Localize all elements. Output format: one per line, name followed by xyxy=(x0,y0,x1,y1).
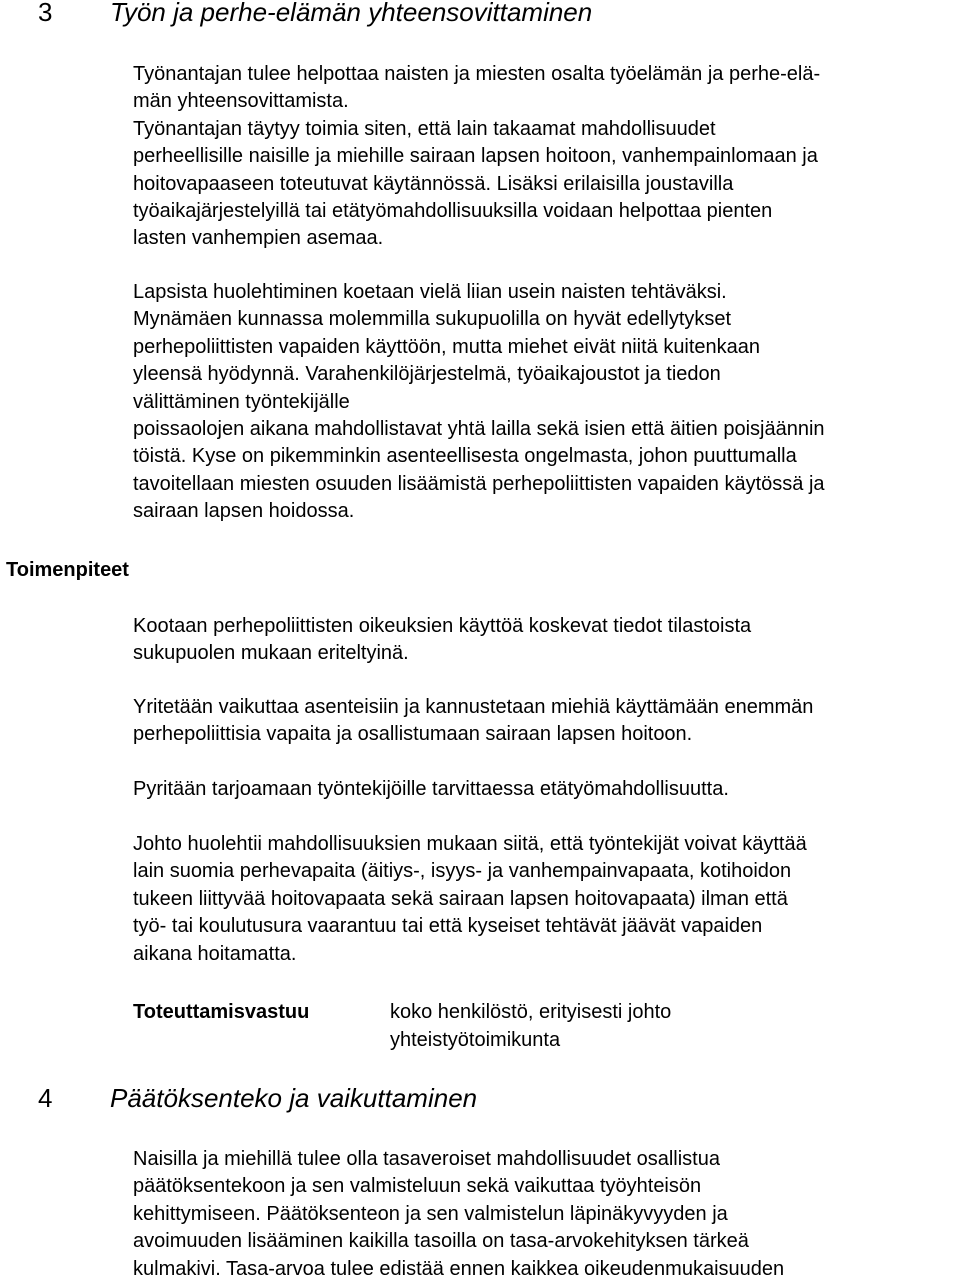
section-3-paragraph-2: Lapsista huolehtiminen koetaan vielä liian usein naisten tehtäväksi. Mynämäen kunnassa molemmilla sukupuolilla on hyvät edellytykset perhepoliittisten vapaiden käyttöön, mutta miehet eivät niitä kuitenkaan yleensä hyödynnä. Varahenkilöjärjestelmä, työaikajoustot ja tiedon välittäminen työntekijälle poissaolojen aikana mahdollistavat yhtä lailla sekä isien että äitien poisjäännin töistä. Kyse on pikemminkin asenteellisesta ongelmasta, johon puuttumalla tavoitellaan miesten osuuden lisäämistä perhepoliittisten vapaiden käytössä ja sairaan lapsen hoidossa. xyxy=(133,281,825,523)
measures-label: Toimenpiteet xyxy=(6,559,129,581)
section-4-paragraph-1: Naisilla ja miehillä tulee olla tasaveroiset mahdollisuudet osallistua päätöksentekoon ja sen valmisteluun sekä vaikuttaa työyhteisön kehittymiseen. Päätöksenteon ja sen valmistelun läpinäkyvyyden ja avoimuuden lisääminen kaikilla tasoilla on tasa-arvokehityksen tärkeä kulmakivi. Tasa-arvoa tulee edistää ennen kaikkea oikeudenmukaisuuden xyxy=(133,1148,785,1280)
section-4-number: 4 xyxy=(38,1083,53,1113)
responsibility-value: koko henkilöstö, erityisesti johto yhteistyötoimikunta xyxy=(390,1001,672,1051)
section-3-paragraph-1: Työnantajan tulee helpottaa naisten ja miesten osalta työelämän ja perhe-elä- män yhteensovittamista. Työnantajan täytyy toimia siten, että lain takaamat mahdollisuudet perheellisille naisille ja miehille sairaan lapsen hoitoon, vanhempainlomaan ja hoitovapaaseen toteutuvat käytännössä. Lisäksi erilaisilla joustavilla työaikajärjestelyillä tai etätyömahdollisuuksilla voidaan helpottaa pienten lasten vanhempien asemaa. xyxy=(133,63,821,250)
section-3-title: Työn ja perhe-elämän yhteensovittaminen xyxy=(110,0,593,27)
measure-item-3: Pyritään tarjoamaan työntekijöille tarvittaessa etätyömahdollisuutta. xyxy=(133,778,729,800)
responsibility-label: Toteuttamisvastuu xyxy=(133,1001,310,1023)
section-3-number: 3 xyxy=(38,0,53,27)
section-4-title: Päätöksenteko ja vaikuttaminen xyxy=(110,1083,478,1113)
measure-item-1: Kootaan perhepoliittisten oikeuksien käyttöä koskevat tiedot tilastoista sukupuolen mukaan eriteltyinä. xyxy=(133,615,752,665)
measure-item-4: Johto huolehtii mahdollisuuksien mukaan siitä, että työntekijät voivat käyttää lain suomia perhevapaita (äitiys-, isyys- ja vanhempainvapaata, kotihoidon tukeen liittyvää hoitovapaata sekä sairaan lapsen hoitovapaata) ilman että työ- tai koulutusura vaarantuu tai että kyseiset tehtävät jäävät vapaiden aikana hoitamatta. xyxy=(133,833,807,965)
measure-item-2: Yritetään vaikuttaa asenteisiin ja kannustetaan miehiä käyttämään enemmän perhepoliittisia vapaita ja osallistumaan sairaan lapsen hoitoon. xyxy=(133,696,814,746)
